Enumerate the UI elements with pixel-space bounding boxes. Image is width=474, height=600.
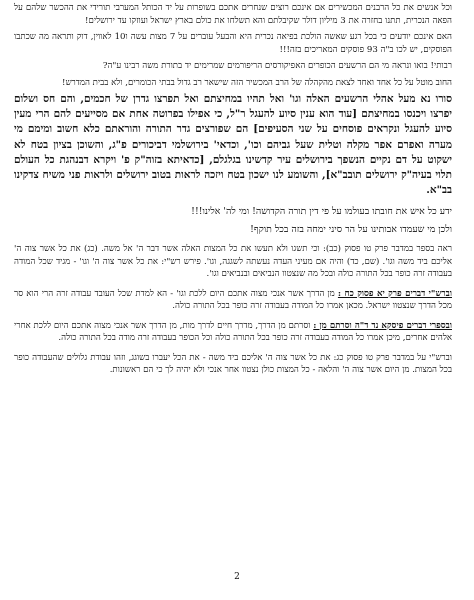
source-sifrei bbox=[14, 320, 452, 345]
exclamation-protest: ולכן מי שעמדו אבותינו על הר סיני ימחה בזה בכל תוקף! bbox=[250, 223, 452, 235]
source-rashi-devarim bbox=[14, 288, 452, 313]
source-sifrei-text: וסרתם מן הדרך, מדרך חיים לדרך מות, מן הדרך אשר אנכי מצוה אתכם היום ללכת אחרי אלהים אחרים, מיכן אמרו כל המודה בעבודה זרה כופר בכל התורה כולה וכל הכופר בעבודה זרה מודה בכל התורה כולה. bbox=[14, 320, 452, 344]
source-rashi-devarim-title: וברש"י דברים פרק יא פסוק כח : bbox=[337, 288, 452, 299]
paragraph-mitzvot: האם אינכם יודעים כי בכל רגע שאשה הולכת בפיאה נכרית היא והבעל עוברים על 7 מצות עשה ו10 לאווין, דוק ותראה מה שכתבו הפוסקים, יש לכו ב"ה 93 פוסקים המאריכים בזה!!! bbox=[14, 32, 452, 55]
paragraph-rabbis-warning: וכל אנשים את כל הרבנים המכשירים אם אינכם רוצים שנחרים אתכם בשופרות על יד הכותל המערבי תורידי את ההכשר שלהם על הפאה הנכרית, תתנו בחזרה את 3 מיליון דולר שקיבלתם והא תשלחו את כולם בארץ ישראל ועוזקו עד ירושלים! bbox=[14, 3, 452, 26]
source-sifrei-title: ובספרי דברים פיסקא נד ד"ה וסרתם מן : bbox=[313, 320, 452, 331]
exclamation-duty: ידע כל איש את חובתו בעולמו על פי דין תורה הקדושה! ומי לה' אלינו!!! bbox=[191, 206, 452, 218]
paragraph-question: רבותי! בואו ונראה מי הם הרשעים הכופרים האפיקורסים הריפורמים שמרימים יד בתורת משה רבינו ע"ה? bbox=[102, 61, 452, 71]
source-rashi-devarim-text: מן הדרך אשר אנכי מצוה אתכם היום ללכת וגו' - הא למדת שכל העובד עבודה זרה הרי הוא סר מכל הדרך שנצטוו ישראל. מכאן אמרו כל המודה בעבודה זרה כופר בכל התורה כולה. bbox=[14, 288, 452, 312]
source-rashi-bamidbar: וברש"י על במדבר פרק טו פסוק כג: את כל אשר צוה ה' אליכם ביד משה - את הכל יעברו בשוגג, וזהו עבודת גלולים שהעבודה כופר בכל המצות. מן היום אשר צוה ה' והלאה - כל המצות כולן נצטוו אחר אנכי ולא יהיה לך כי הם ראשונות. bbox=[14, 352, 452, 376]
main-warning-paragraph: סורו נא מעל אהלי הרשעים האלה וגו' ואל תהיו במחיצתם ואל תפרצו גדרן של חכמים, והם חס ושלום יפרצו ויכנסו במחיצתם [עוד הוא ענין סיוע להעגל ר"ל, כי אפילו בפרוטה אחת אם מסייעים להם הרי מעין סיוע להעגל ונקראים פוסחים על שני הסעיפים] הם שפורצים גדר התורה והוראתם כלא חשוב ומימם מי מערה ואפרם אפר מקלה וטלית שעל גביהם וכו', וכדאי' בירושלמי דביכורים פ"ג, והשוכן בציון בטח לא ישקוט על דם נקיים הנשפך בירושלים עיר קדשינו בגלגלם, [כדאיתא בזוה"ק פ' ויקרא דבנהגת כל העולם תלוי בעיה"ק ירושלים תובב"א], והשומע לנו ישכון בטח ויזכה לראות בטוב ירושלים ולראות פני משיח צדקינו בב"א. bbox=[14, 93, 452, 197]
paragraph-obligation: החוב מוטל על כל אחד ואחד לצאת מהקהלה של הרב המכשיר הזה שישאר רב גדול בבתי הכומרים, ולא בבית המדרש! bbox=[61, 77, 452, 88]
page-number: 2 bbox=[234, 572, 240, 582]
source-bamidbar: ראה בספר במדבר פרק טו פסוק (כב): וכי תשגו ולא תעשו את כל המצות האלה אשר דבר ה' אל משה. (כג) את כל אשר צוה ה' אליכם ביד משה וגו'. (שם, כד) והיה אם מעיני העדה נעשתה לשגגה, וגו'. פירש רש"י: את כל אשר צוה ה' וגו' - מגיד שכל המודה בעבודה זרה כופר בכל התורה כולה ובכל מה שנצטוו הנביאים ובנביאים וגו'. bbox=[14, 244, 452, 280]
